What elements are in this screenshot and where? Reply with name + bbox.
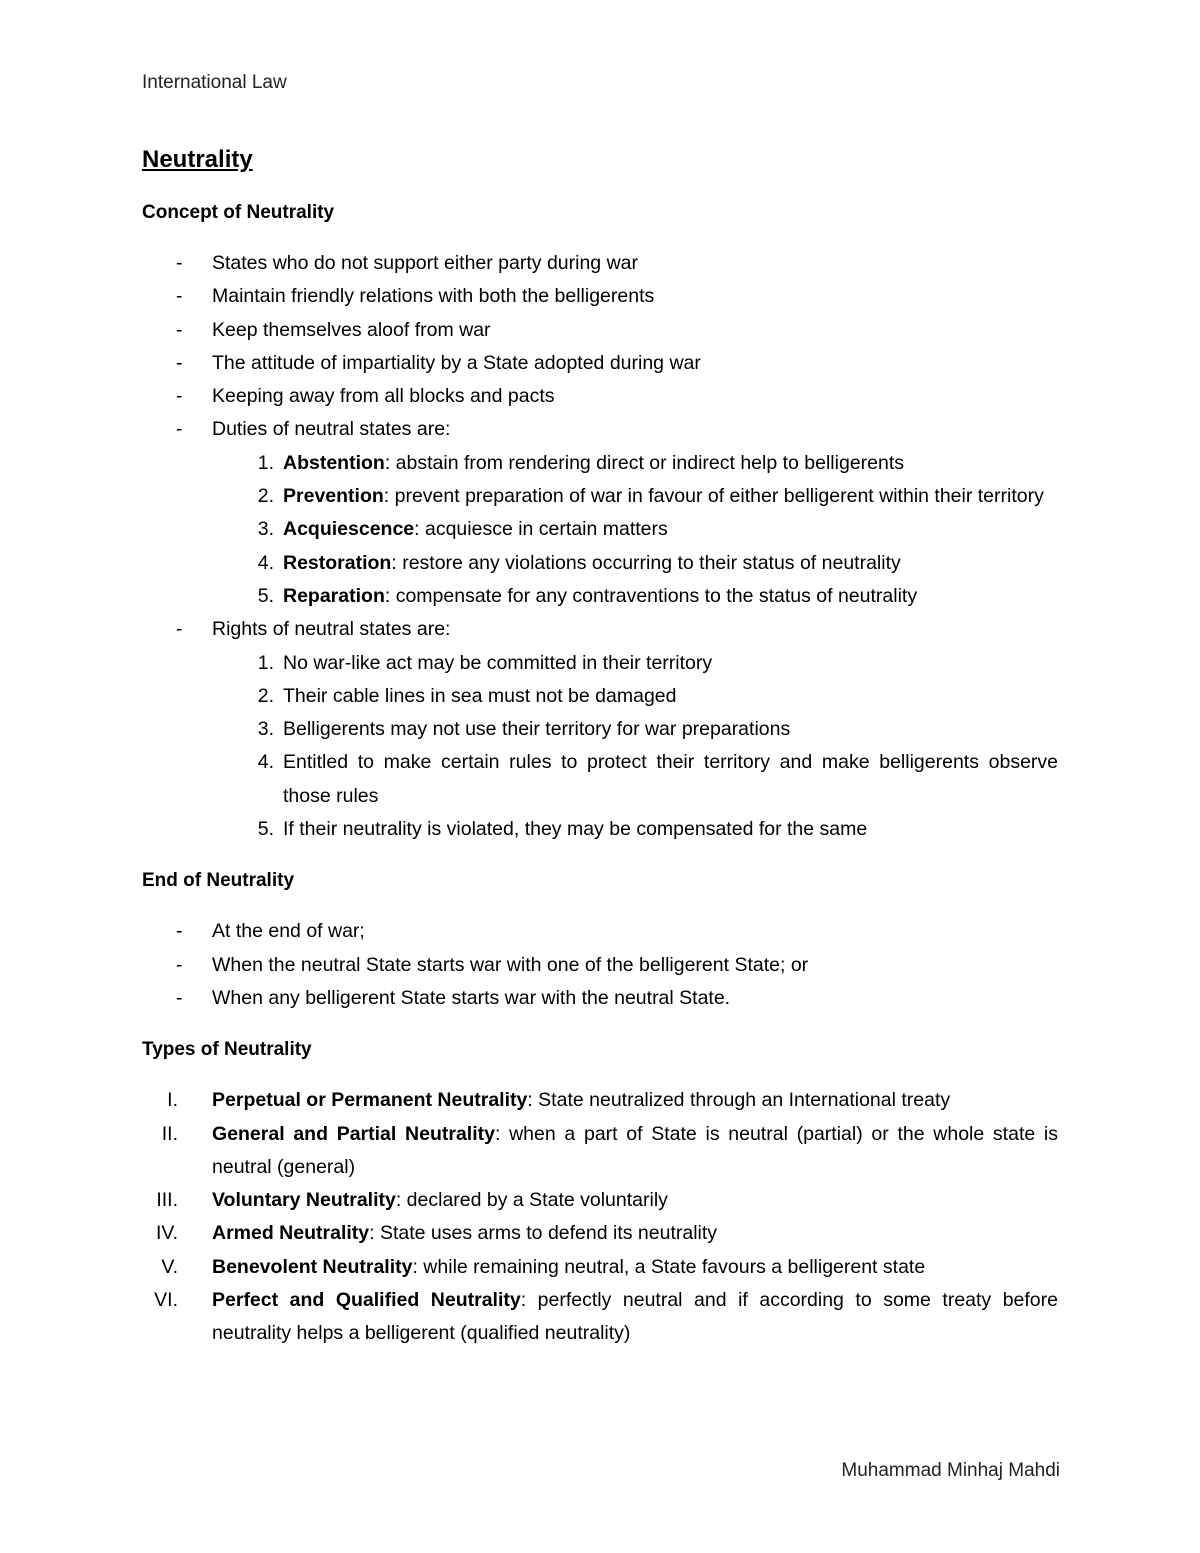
list-item: - When the neutral State starts war with one of the belligerent State; or <box>176 953 809 976</box>
list-item: - Rights of neutral states are: 1. No war-like act may be committed in their territory 2. Their cable lines in sea must not be damaged 3. Belligerents may not use their territory for war preparations 4. Entitled to make certain rules to protect their territory and make belligerents observe those rules 5. If their neutrality is violated, they may be compensated for the same <box>142 613 1058 846</box>
duty-item: 4. Restoration: restore any violations occurring to their status of neutrality <box>257 551 901 574</box>
concept-bullet-list <box>142 247 1058 846</box>
right-item: 1. No war-like act may be committed in their territory <box>257 651 713 674</box>
list-item: - At the end of war; <box>176 920 365 943</box>
list-item: - Keeping away from all blocks and pacts <box>176 385 555 408</box>
section-heading-end: End of Neutrality <box>142 870 295 892</box>
duty-item: 5. Reparation: compensate for any contraventions to the status of neutrality <box>257 584 918 607</box>
duty-item: 3. Acquiescence: acquiesce in certain matters <box>257 518 668 541</box>
type-item: VI. Perfect and Qualified Neutrality: perfectly neutral and if according to some treaty before neutrality helps a belligerent (qualified neutrality) <box>154 1289 1058 1345</box>
section-heading-types: Types of Neutrality <box>142 1039 312 1061</box>
type-item: IV. Armed Neutrality: State uses arms to defend its neutrality <box>155 1222 718 1245</box>
right-item: 3. Belligerents may not use their territory for war preparations <box>257 718 791 741</box>
duty-item: 2. Prevention: prevent preparation of war in favour of either belligerent within their territory <box>257 485 1044 508</box>
document-body <box>142 142 1058 1351</box>
right-item: 5. If their neutrality is violated, they may be compensated for the same <box>257 818 868 841</box>
type-item: III. Voluntary Neutrality: declared by a State voluntarily <box>156 1189 668 1212</box>
duties-list <box>142 447 1058 613</box>
list-item: - Duties of neutral states are: 1. Abstention: abstain from rendering direct or indirect help to belligerents 2. Prevention: prevent preparation of war in favour of either belligerent within their territory 3. Acquiescence: acquiesce in certain matters 4. Restoration: restore any violations occurring to their status of neutrality 5. Reparation: compensate for any contraventions to the status of neutrality <box>142 413 1058 613</box>
rights-list <box>142 647 1058 847</box>
page-footer: Muhammad Minhaj Mahdi <box>841 1460 1060 1481</box>
list-item: - Maintain friendly relations with both the belligerents <box>176 285 655 308</box>
list-item: - When any belligerent State starts war with the neutral State. <box>176 986 731 1009</box>
duty-item: 1. Abstention: abstain from rendering direct or indirect help to belligerents <box>257 451 905 474</box>
types-list <box>142 1084 1058 1350</box>
list-item: - Keep themselves aloof from war <box>176 318 491 341</box>
end-bullet-list <box>142 915 1058 1015</box>
type-item: I. Perpetual or Permanent Neutrality: State neutralized through an International treaty <box>167 1089 951 1112</box>
type-item: II. General and Partial Neutrality: when a part of State is neutral (partial) or the whole state is neutral (general) <box>161 1122 1058 1178</box>
list-item: - States who do not support either party during war <box>176 252 638 274</box>
right-item: 4. Entitled to make certain rules to protect their territory and make belligerents observe those rules <box>257 751 1058 807</box>
type-item: V. Benevolent Neutrality: while remaining neutral, a State favours a belligerent state <box>161 1255 926 1278</box>
document-title: Neutrality <box>142 146 253 173</box>
right-item: 2. Their cable lines in sea must not be damaged <box>257 684 677 707</box>
section-heading-concept: Concept of Neutrality <box>142 202 335 223</box>
list-item: - The attitude of impartiality by a State adopted during war <box>176 351 701 374</box>
page-header: International Law <box>142 72 287 93</box>
